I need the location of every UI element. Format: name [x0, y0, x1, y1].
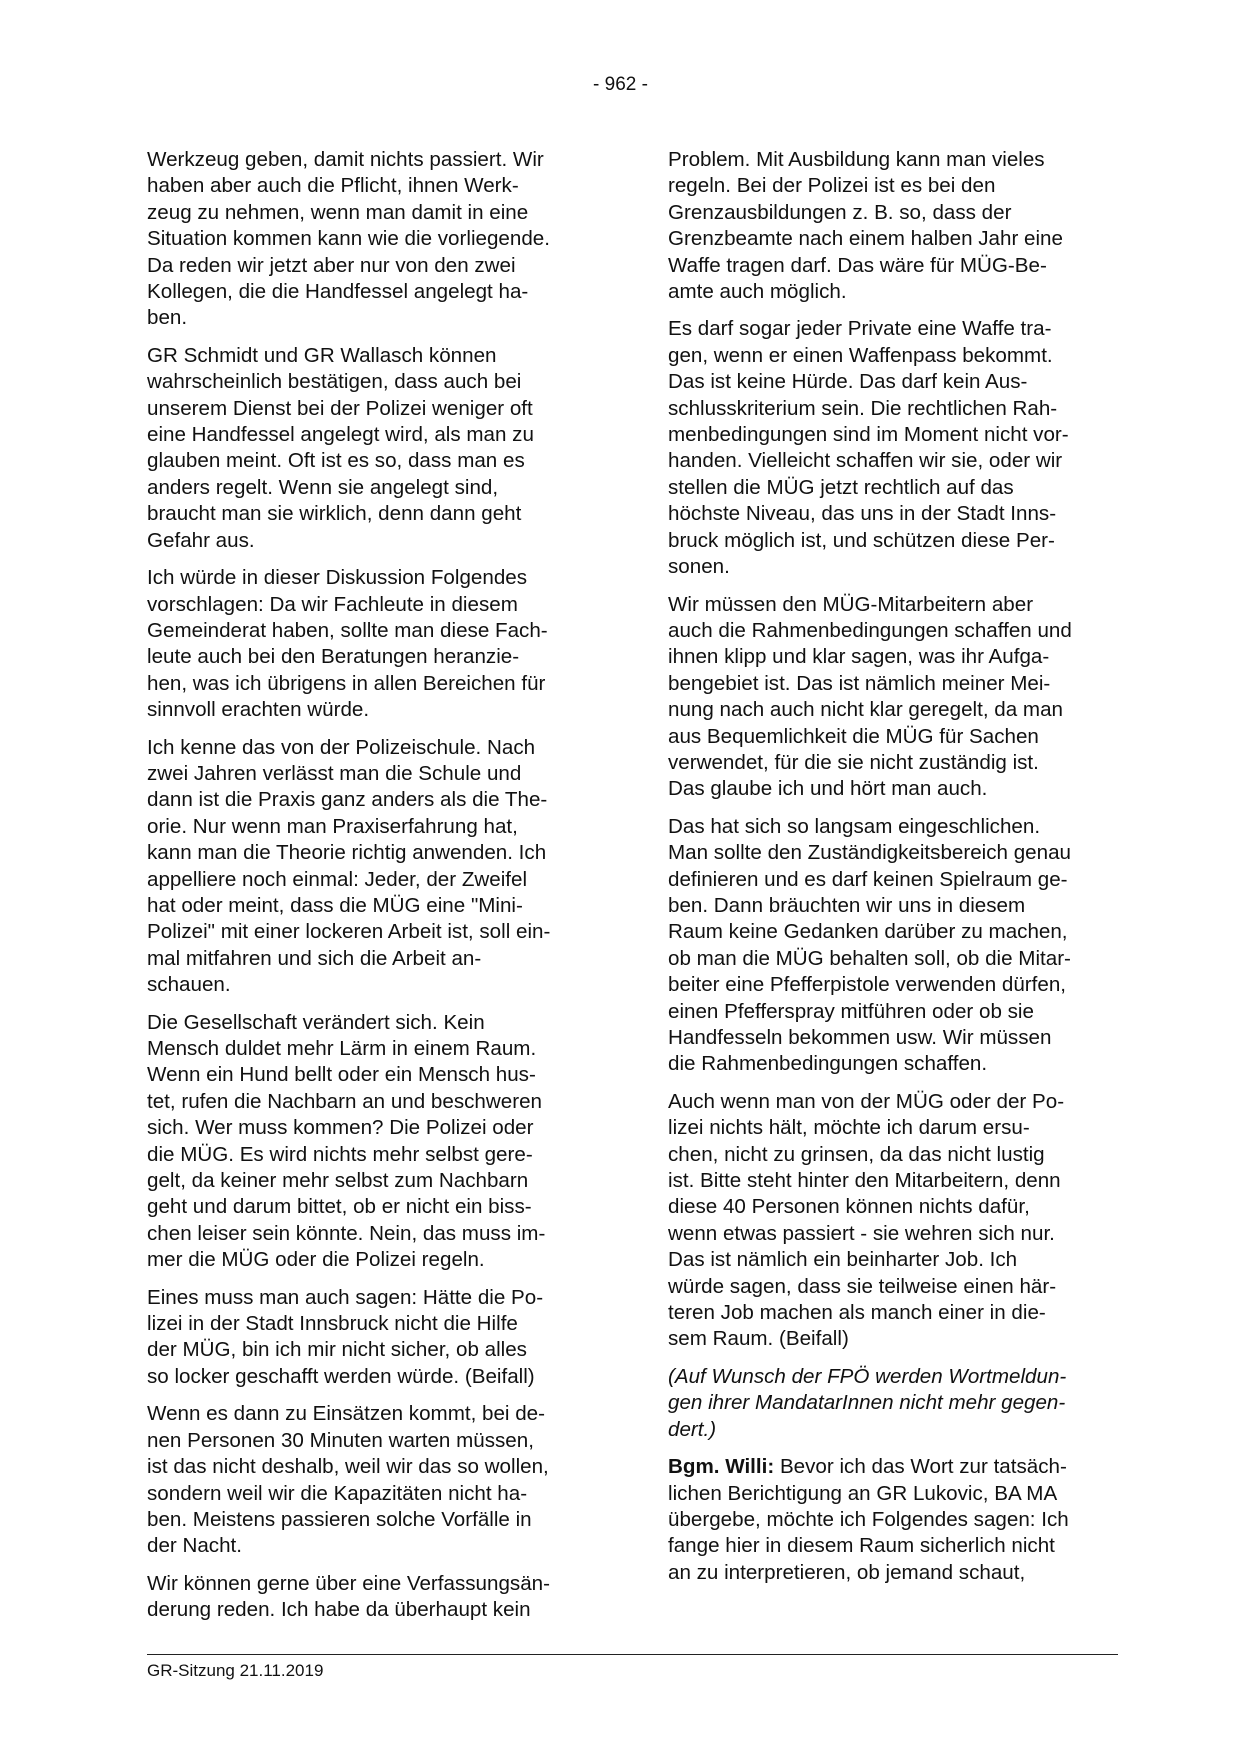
- paragraph: Wir können gerne über eine Verfassungsän- derung reden. Ich habe da überhaupt kein: [147, 1571, 550, 1622]
- paragraph: Auch wenn man von der MÜG oder der Po- lizei nichts hält, möchte ich darum ersu- chen, nicht zu grinsen, da das nicht lustig ist. Bitte steht hinter den Mitarbeitern, denn diese 40 Personen können nichts dafür, wenn etwas passiert - sie wehren sich nur. Das ist nämlich ein beinharter Job. Ich würde sagen, dass sie teilweise einen här- teren Job machen als manch einer in die- sem Raum. (Beifall): [668, 1089, 1065, 1351]
- speaker-name: Bgm. Willi:: [668, 1455, 775, 1479]
- paragraph: Das hat sich so langsam eingeschlichen. Man sollte den Zuständigkeitsbereich genau definieren und es darf keinen Spielraum ge- ben. Dann bräuchten wir uns in diesem Raum keine Gedanken darüber zu machen, ob man die MÜG behalten soll, ob die Mitar- beiter eine Pfefferpistole verwenden dürfen, einen Pfefferspray mitführen oder ob sie Handfesseln bekommen usw. Wir müssen die Rahmenbedingungen schaffen.: [668, 814, 1071, 1076]
- paragraph: Wir müssen den MÜG-Mitarbeitern aber auch die Rahmenbedingungen schaffen und ihnen klipp und klar sagen, was ihr Aufga- bengebiet ist. Das ist nämlich meiner Mei- nung nach auch nicht klar geregelt, da man aus Bequemlichkeit die MÜG für Sachen verwendet, für die sie nicht zuständig ist. Das glaube ich und hört man auch.: [668, 592, 1072, 801]
- paragraph: Ich würde in dieser Diskussion Folgendes vorschlagen: Da wir Fachleute in diesem Gemeinderat haben, sollte man diese Fach- leute auch bei den Beratungen heranzie- hen, was ich übrigens in allen Bereichen für sinnvoll erachten würde.: [147, 566, 548, 722]
- footer-divider: [147, 1654, 1118, 1655]
- page-number: - 962 -: [593, 74, 648, 95]
- right-column: [668, 147, 1120, 1597]
- paragraph: Ich kenne das von der Polizeischule. Nach zwei Jahren verlässt man die Schule und dann ist die Praxis ganz anders als die The- orie. Nur wenn man Praxiserfahrung hat, kann man die Theorie richtig anwenden. Ich appelliere noch einmal: Jeder, der Zweifel hat oder meint, dass die MÜG eine "Mini- Polizei" mit einer lockeren Arbeit ist, soll ein- mal mitfahren und sich die Arbeit an- schauen.: [147, 735, 551, 997]
- paragraph: Die Gesellschaft verändert sich. Kein Mensch duldet mehr Lärm in einem Raum. Wenn ein Hund bellt oder ein Mensch hus- tet, rufen die Nachbarn an und beschweren sich. Wer muss kommen? Die Polizei oder die MÜG. Es wird nichts mehr selbst gere- gelt, da keiner mehr selbst zum Nachbarn geht und darum bittet, ob er nicht ein biss- chen leiser sein könnte. Nein, das muss im- mer die MÜG oder die Polizei regeln.: [147, 1010, 546, 1272]
- paragraph: Es darf sogar jeder Private eine Waffe tra- gen, wenn er einen Waffenpass bekommt. Das ist keine Hürde. Das darf kein Aus- schlusskriterium sein. Die rechtlichen Rah- menbedingungen sind im Moment nicht vor- handen. Vielleicht schaffen wir sie, oder wir stellen die MÜG jetzt rechtlich auf das höchste Niveau, das uns in der Stadt Inns- bruck möglich ist, und schützen diese Per- sonen.: [668, 317, 1069, 579]
- editorial-note: (Auf Wunsch der FPÖ werden Wortmeldun- gen ihrer MandatarInnen nicht mehr gegen- dert.): [668, 1364, 1067, 1441]
- speaker-paragraph: [668, 1454, 1120, 1586]
- paragraph: Eines muss man auch sagen: Hätte die Po- lizei in der Stadt Innsbruck nicht die Hilfe der MÜG, bin ich mir nicht sicher, ob alles so locker geschafft werden würde. (Beifall): [147, 1285, 544, 1388]
- paragraph: GR Schmidt und GR Wallasch können wahrscheinlich bestätigen, dass auch bei unserem Dienst bei der Polizei weniger oft eine Handfessel angelegt wird, als man zu glauben meint. Oft ist es so, dass man es anders regelt. Wenn sie angelegt sind, braucht man sie wirklich, denn dann geht Gefahr aus.: [147, 343, 534, 552]
- paragraph: Werkzeug geben, damit nichts passiert. Wir haben aber auch die Pflicht, ihnen Werk- zeug zu nehmen, wenn man damit in eine Situation kommen kann wie die vorliegende. Da reden wir jetzt aber nur von den zwei Kollegen, die die Handfessel angelegt ha- ben.: [147, 148, 550, 330]
- footer-session-date: GR-Sitzung 21.11.2019: [147, 1661, 324, 1680]
- paragraph: Wenn es dann zu Einsätzen kommt, bei de- nen Personen 30 Minuten warten müssen, ist das nicht deshalb, weil wir das so wollen, sondern weil wir die Kapazitäten nicht ha- ben. Meistens passieren solche Vorfälle in der Nacht.: [147, 1402, 549, 1558]
- paragraph: Problem. Mit Ausbildung kann man vieles regeln. Bei der Polizei ist es bei den Grenzausbildungen z. B. so, dass der Grenzbeamte nach einem halben Jahr eine Waffe tragen darf. Das wäre für MÜG-Be- amte auch möglich.: [668, 148, 1063, 304]
- left-column: [147, 147, 599, 1635]
- speaker-text: Bevor ich das Wort zur tatsäch- lichen Berichtigung an GR Lukovic, BA MA übergebe, möchte ich Folgendes sagen: Ich fange hier in diesem Raum sicherlich nicht an zu interpretieren, ob jemand schaut,: [668, 1455, 1069, 1584]
